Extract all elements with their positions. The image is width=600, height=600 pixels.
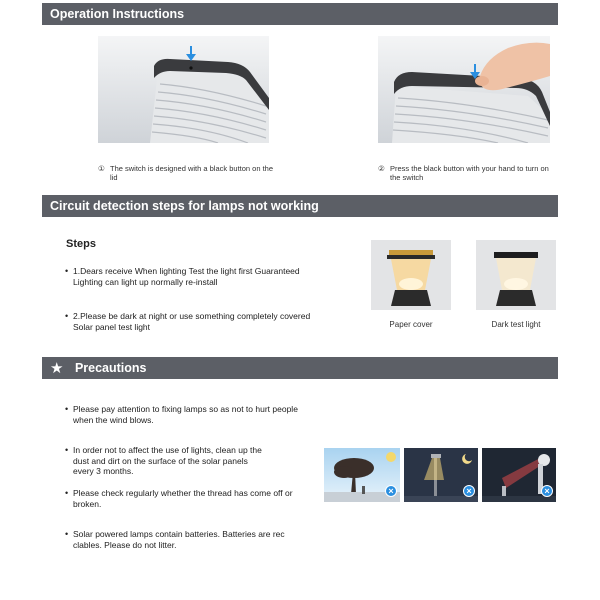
section-title-precautions: Precautions [74,361,147,375]
steps-title: Steps [66,238,96,250]
paper-cover-lamp-photo [371,240,451,310]
caption-number-2: ② [378,164,385,173]
caption-text-1: The switch is designed with a black button on the lid [110,164,274,182]
cross-icon-1: × [385,485,397,497]
operation-caption-1 [98,164,280,182]
press-button-photo [378,36,550,143]
section-bar-operation [42,3,558,25]
cross-icon-2: × [463,485,475,497]
section-title-operation: Operation Instructions [50,7,185,21]
caption-text-2: Press the black button with your hand to turn on the switch [390,164,549,182]
precaution-item-1: • Please pay attention to fixing lamps so as not to hurt people when the wind blows. [73,404,303,425]
cross-icon-3: × [541,485,553,497]
section-bar-precautions [42,357,558,379]
lid-switch-photo [98,36,269,143]
section-bar-circuit [42,195,558,217]
lamp-label-paper-cover: Paper cover [389,320,433,329]
dark-test-lamp-photo [476,240,556,310]
section-title-circuit: Circuit detection steps for lamps not working [50,199,319,213]
precaution-item-3: • Please check regularly whether the thread has come off or broken. [73,488,303,509]
step-item-2: • 2.Please be dark at night or use something completely covered Solar panel test light [73,311,313,332]
operation-caption-2 [378,164,560,182]
step-item-1: • 1.Dears receive When lighting Test the light first Guaranteed Lighting can light up normally re-install [73,266,313,287]
lamp-label-dark-test: Dark test light [491,320,541,329]
precaution-item-4: • Solar powered lamps contain batteries. Batteries are rec clables. Please do not litter. [73,529,293,550]
precaution-item-2: • In order not to affect the use of lights, clean up the dust and dirt on the surface of the solar panels every 3 months. [73,445,268,477]
caption-number-1: ① [98,164,105,173]
star-icon: ★ [50,360,64,377]
